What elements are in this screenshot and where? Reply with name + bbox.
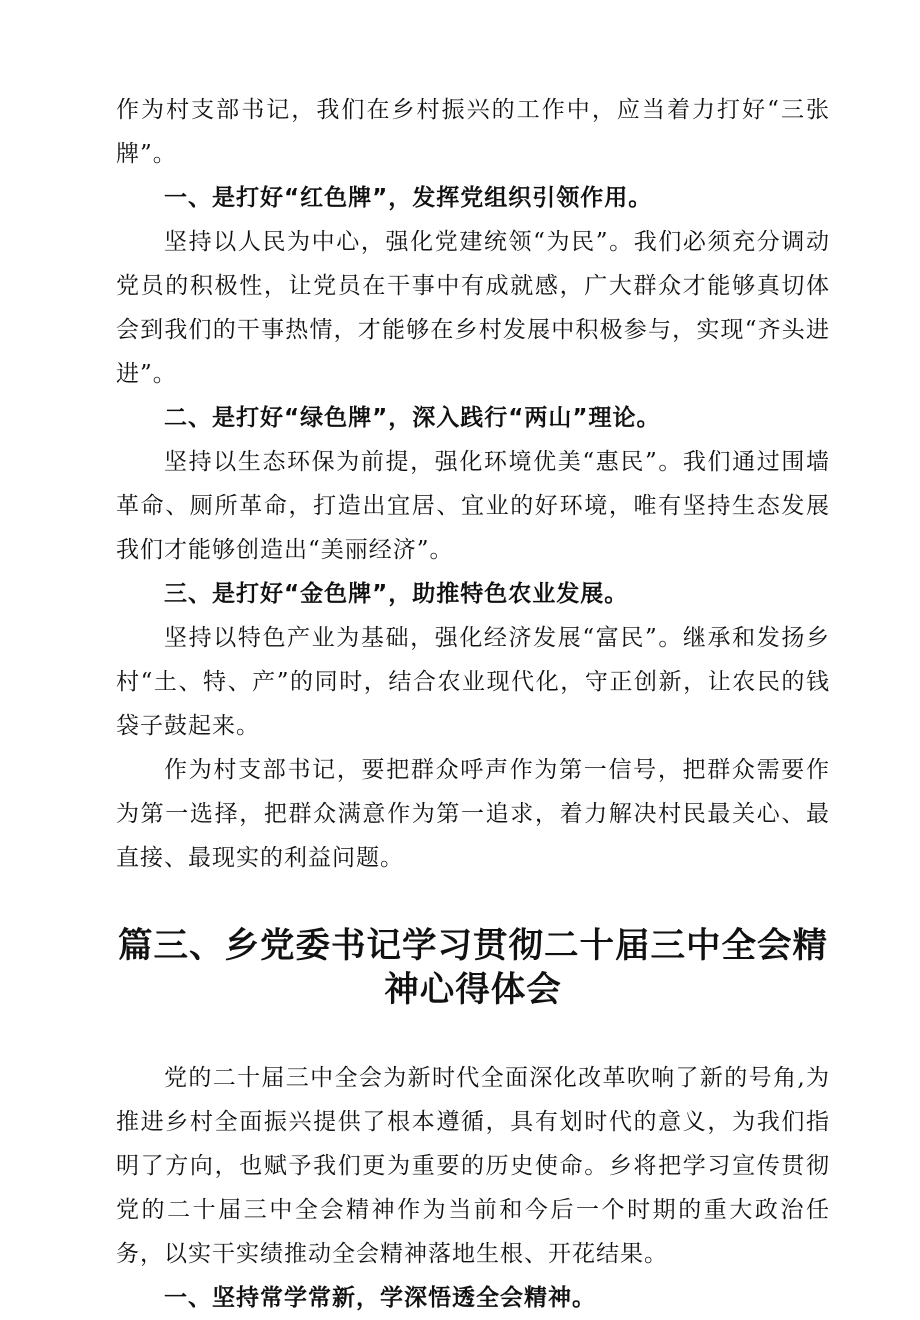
point3-paragraph: 坚持以特色产业为基础，强化经济发展“富民”。继承和发扬乡村“土、特、产”的同时，结合农业现代化，守正创新，让农民的钱袋子鼓起来。 xyxy=(116,625,830,739)
document-body xyxy=(116,88,830,1320)
point2-heading: 二、是打好“绿色牌”，深入践行“两山”理论。 xyxy=(164,405,661,431)
point3-heading: 三、是打好“金色牌”，助推特色农业发展。 xyxy=(164,581,629,607)
point2-paragraph: 坚持以生态环保为前提，强化环境优美“惠民”。我们通过围墙革命、厕所革命，打造出宜居、宜业的好环境，唯有坚持生态发展我们才能够创造出“美丽经济”。 xyxy=(116,449,830,563)
section3-intro-paragraph: 党的二十届三中全会为新时代全面深化改革吹响了新的号角,为推进乡村全面振兴提供了根本遵循，具有划时代的意义，为我们指明了方向，也赋予我们更为重要的历史使命。乡将把学习宣传贯彻党的二十届三中全会精神作为当前和今后一个时期的重大政治任务，以实干实绩推动全会精神落地生根、开花结果。 xyxy=(116,1065,830,1267)
section3-title: 篇三、乡党委书记学习贯彻二十届三中全会精神心得体会 xyxy=(118,926,828,1010)
point1-paragraph: 坚持以人民为中心，强化党建统领“为民”。我们必须充分调动党员的积极性，让党员在干事中有成就感，广大群众才能够真切体会到我们的干事热情，才能够在乡村发展中积极参与，实现“齐头进进”。 xyxy=(116,229,830,387)
section3-point1-heading: 一、坚持常学常新，学深悟透全会精神。 xyxy=(164,1285,596,1311)
closing-paragraph: 作为村支部书记，要把群众呼声作为第一信号，把群众需要作为第一选择，把群众满意作为第一追求，着力解决村民最关心、最直接、最现实的利益问题。 xyxy=(116,757,830,871)
point1-heading: 一、是打好“红色牌”，发挥党组织引领作用。 xyxy=(164,185,653,211)
intro-paragraph: 作为村支部书记，我们在乡村振兴的工作中，应当着力打好“三张牌”。 xyxy=(116,97,830,167)
